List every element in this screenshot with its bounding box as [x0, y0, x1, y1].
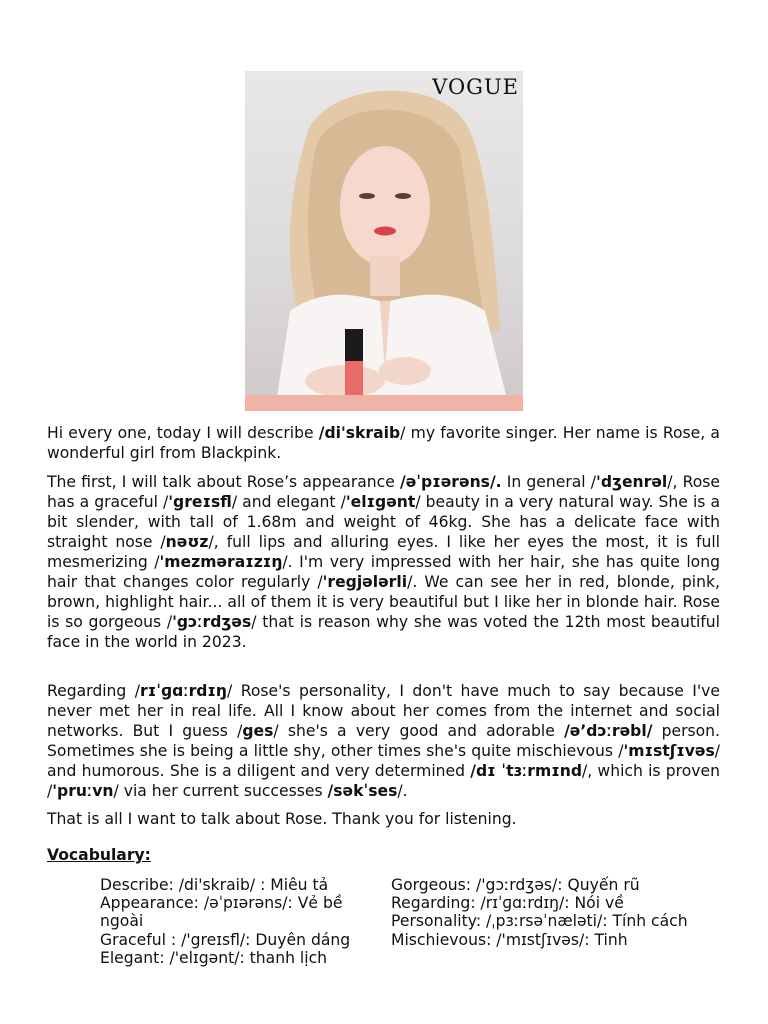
- intro-paragraph: Hi every one, today I will describe /di'skraib/ my favorite singer. Her name is Rose, a wonderful girl from Blackpink.: [47, 424, 720, 462]
- portrait-illustration: [245, 71, 523, 411]
- closing-paragraph: That is all I want to talk about Rose. Thank you for listening.: [47, 810, 517, 828]
- vocab-item: Mischievous: /'mɪstʃɪvəs/: Tinh: [391, 930, 628, 949]
- vocab-item: Regarding: /rɪˈɡɑːrdɪŋ/: Nói về: [391, 894, 624, 913]
- vocabulary-heading: Vocabulary:: [47, 846, 151, 864]
- vocab-item: Graceful : /'greɪsfl/: Duyên dáng: [100, 930, 351, 949]
- personality-paragraph: Regarding /rɪˈɡɑːrdɪŋ/ Rose's personality, I don't have much to say because I've never met her in real life. All I know about her comes from the internet and social networks. But I guess /ges/ she's a very good and adorable /ə’dɔːrəbl/ person. Sometimes she is being a little shy, other times she's quite mischievous /'mɪstʃɪvəs/ and humorous. She is a diligent and very determined /dɪ ˈtɜːrmɪnd/, which is proven /'pruːvn/ via her current successes /səkˈses/.: [47, 682, 720, 800]
- table-surface: [245, 395, 523, 411]
- vocab-item: Personality: /ˌpɜːrsəˈnæləti/: Tính cách: [391, 912, 688, 931]
- appearance-paragraph: The first, I will talk about Rose’s appearance /əˈpɪərəns/. In general /'dʒenrəl/, Rose has a graceful /'greɪsfl/ and elegant /'elɪgənt/ beauty in a very natural way. She is a bit slender, with tall of 1.68m and weight of 46kg. She has a delicate face with straight nose /nəʊz/, full lips and alluring eyes. I like her eyes the most, it is full mesmerizing /'mezməraɪzɪŋ/. I'm very impressed with her hair, she has quite long hair that changes color regularly /'regjələrli/. We can see her in red, blonde, pink, brown, highlight hair... all of them it is very beautiful but I like her in blonde hair. Rose is so gorgeous /'gɔːrdʒəs/ that is reason why she was voted the 12th most beautiful face in the world in 2023.: [47, 473, 721, 651]
- vocab-item: Gorgeous: /'gɔːrdʒəs/: Quyến rũ: [391, 876, 640, 894]
- vocabulary-column-left: [100, 876, 380, 967]
- brand-logo: VOGUE: [432, 75, 519, 99]
- vocab-item: Elegant: /'elɪgənt/: thanh lịch: [100, 948, 328, 967]
- cover-photo: [245, 71, 523, 411]
- vocabulary-column-right: [391, 876, 691, 949]
- vocab-item: Describe: /di'skraib/ : Miêu tả: [100, 876, 329, 894]
- vocab-item: Appearance: /əˈpɪərəns/: Vẻ bề ngoài: [100, 894, 343, 931]
